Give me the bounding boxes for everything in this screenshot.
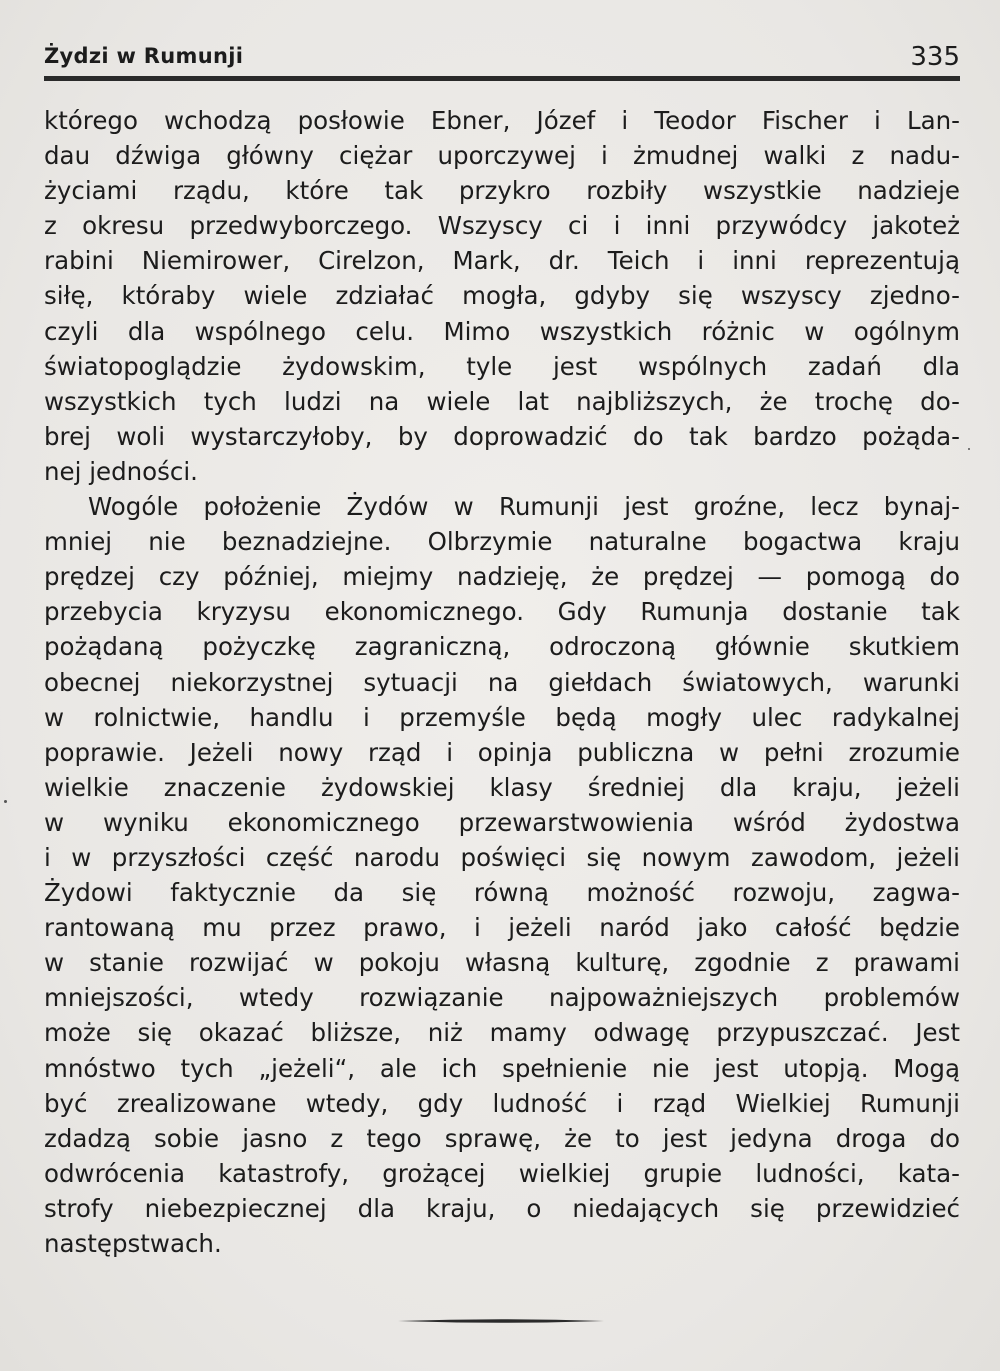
text-line: przebycia kryzysu ekonomicznego. Gdy Rumunja dostanie tak (44, 597, 960, 627)
text-line: w rolnictwie, handlu i przemyśle będą mogły ulec radykalnej (44, 702, 960, 732)
text-line: prędzej czy później, miejmy nadzieję, że prędzej — pomogą do (44, 562, 960, 592)
text-line: światopoglądzie żydowskim, tyle jest wspólnych zadań dla (44, 351, 960, 381)
text-line: czyli dla wspólnego celu. Mimo wszystkich różnic w ogólnym (44, 316, 960, 346)
text-line: nej jedności. (44, 456, 198, 486)
text-line: siłę, któraby wiele zdziałać mogła, gdyby się wszyscy zjedno- (44, 281, 960, 311)
running-title: Żydzi w Rumunji (44, 44, 244, 68)
text-line: życiami rządu, które tak przykro rozbiły wszystkie nadzieje (44, 176, 960, 206)
page-header (44, 40, 960, 72)
text-line: wielkie znaczenie żydowskiej klasy średniej dla kraju, jeżeli (44, 772, 960, 802)
text-line: Wogóle położenie Żydów w Rumunji jest groźne, lecz bynaj- (88, 492, 960, 522)
body-text (44, 103, 960, 1261)
text-line: strofy niebezpiecznej dla kraju, o niedających się przewidzieć (44, 1193, 960, 1223)
text-line: obecnej niekorzystnej sytuacji na giełdach światowych, warunki (44, 667, 960, 697)
text-line: z okresu przedwyborczego. Wszyscy ci i inni przywódcy jakoteż (44, 211, 960, 241)
text-line: którego wchodzą posłowie Ebner, Józef i Teodor Fischer i Lan- (44, 106, 960, 135)
text-line: poprawie. Jeżeli nowy rząd i opinja publiczna w pełni zrozumie (44, 737, 960, 767)
paragraph-1 (44, 103, 960, 489)
text-line: odwrócenia katastrofy, grożącej wielkiej grupie ludności, kata- (44, 1158, 960, 1188)
text-line: rantowaną mu przez prawo, i jeżeli naród jako całość będzie (44, 913, 960, 943)
paragraph-2 (44, 489, 960, 1261)
text-line: następstwach. (44, 1229, 222, 1258)
text-line: pożądaną pożyczkę zagraniczną, odroczoną głównie skutkiem (44, 632, 960, 662)
paper-speck (4, 800, 7, 803)
text-line: mniej nie beznadziejne. Olbrzymie naturalne bogactwa kraju (44, 527, 960, 557)
header-rule (44, 76, 960, 81)
text-line: wszystkich tych ludzi na wiele lat najbliższych, że trochę do- (44, 386, 960, 416)
text-line: i w przyszłości część narodu poświęci się nowym zawodom, jeżeli (44, 842, 960, 872)
text-line: brej woli wystarczyłoby, by doprowadzić do tak bardzo pożąda- (44, 421, 960, 451)
text-line: w wyniku ekonomicznego przewarstwowienia wśród żydostwa (44, 807, 960, 837)
end-ornament (398, 1318, 604, 1324)
text-line: zdadzą sobie jasno z tego sprawę, że to jest jedyna droga do (44, 1123, 960, 1153)
text-line: może się okazać bliższe, niż mamy odwagę przypuszczać. Jest (44, 1018, 960, 1048)
text-line: w stanie rozwijać w pokoju własną kulturę, zgodnie z prawami (44, 948, 960, 978)
text-line: dau dźwiga główny ciężar uporczywej i żmudnej walki z nadu- (44, 141, 960, 171)
paper-speck (968, 448, 970, 450)
text-line: rabini Niemirower, Cirelzon, Mark, dr. Teich i inni reprezentują (44, 246, 960, 276)
text-line: mnóstwo tych „jeżeli“, ale ich spełnienie nie jest utopją. Mogą (44, 1053, 960, 1083)
text-line: Żydowi faktycznie da się równą możność rozwoju, zagwa- (44, 878, 960, 908)
text-line: być zrealizowane wtedy, gdy ludność i rząd Wielkiej Rumunji (44, 1088, 960, 1118)
text-line: mniejszości, wtedy rozwiązanie najpoważniejszych problemów (44, 983, 960, 1013)
page-number: 335 (910, 42, 960, 72)
